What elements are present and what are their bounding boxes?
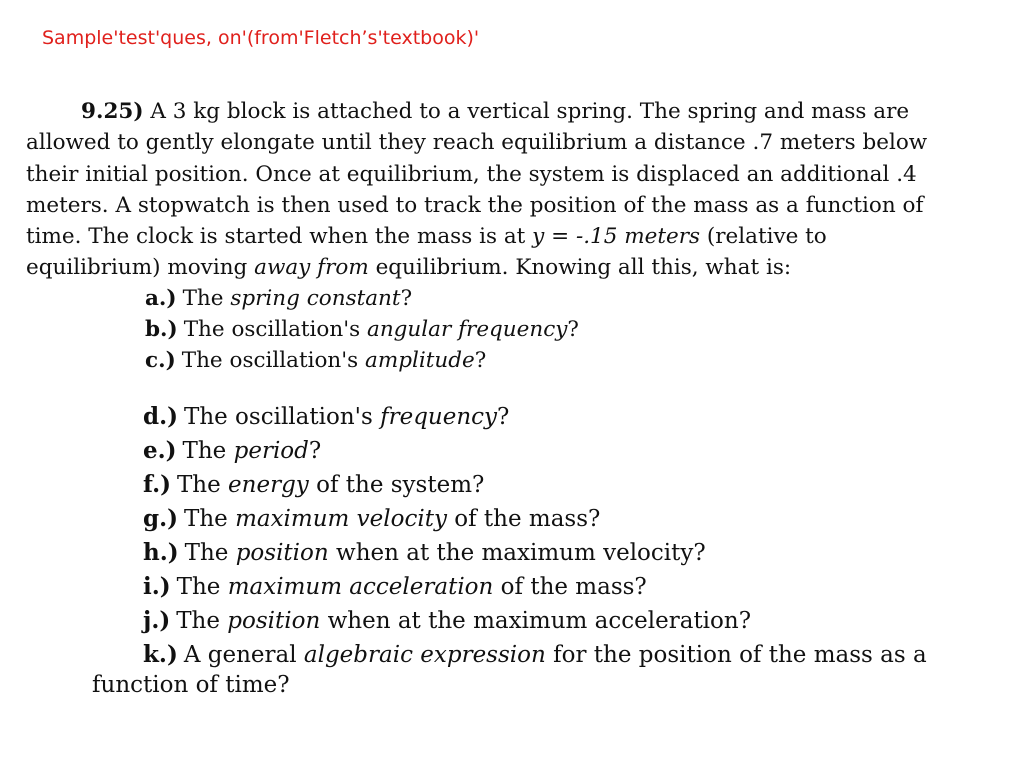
problem-emphasis: y = -.15 meters [532, 224, 701, 250]
subquestion-text: of the mass? [493, 574, 647, 600]
subquestion-text: of the mass? [446, 506, 601, 532]
subquestion-b [145, 314, 579, 345]
subquestion-label: g.) [143, 505, 178, 532]
subquestion-text: for the position of the mass as a [545, 642, 927, 668]
subquestion-emphasis: period [233, 438, 309, 464]
subquestion-text: The [184, 540, 236, 566]
subquestion-label: b.) [145, 317, 178, 342]
subquestion-label: k.) [143, 641, 178, 668]
subquestion-f [143, 468, 927, 502]
problem-line-1 [26, 96, 986, 127]
problem-statement [26, 96, 986, 284]
subquestion-text: The [176, 608, 228, 634]
subquestion-emphasis: position [235, 540, 329, 566]
subquestion-text: when at the maximum velocity? [328, 540, 706, 566]
subquestion-a [145, 283, 579, 314]
subquestion-text: of the system? [308, 472, 485, 498]
subquestion-label: f.) [143, 471, 171, 498]
subquestion-text: The [176, 472, 229, 498]
subquestion-group-a-c [145, 283, 579, 376]
subquestion-text: The [182, 286, 231, 311]
subquestion-label: a.) [145, 286, 177, 311]
subquestion-text: ? [497, 404, 510, 430]
subquestion-label: c.) [145, 348, 176, 373]
subquestion-g [143, 502, 927, 536]
subquestion-text: The oscillation's [183, 404, 381, 430]
subquestion-h [143, 536, 927, 570]
subquestion-emphasis: algebraic expression [303, 642, 546, 668]
subquestion-text: ? [567, 317, 579, 342]
subquestion-label: i.) [143, 573, 171, 600]
subquestion-emphasis: position [227, 608, 321, 634]
subquestion-group-d-k [143, 400, 927, 672]
subquestion-text: ? [400, 286, 413, 311]
subquestion-text: A general [183, 642, 304, 668]
subquestion-d [143, 400, 927, 434]
problem-text: equilibrium. Knowing all this, what is: [368, 255, 792, 281]
subquestion-emphasis: spring constant [230, 286, 401, 311]
subquestion-text: ? [474, 348, 487, 373]
subquestion-c [145, 345, 579, 376]
subquestion-e [143, 434, 927, 468]
problem-emphasis: away from [254, 255, 369, 281]
subquestion-text: The oscillation's [181, 348, 366, 373]
slide-title: Sample'test'ques, on'(from'Fletch’s'textbook)' [42, 27, 480, 49]
subquestion-i [143, 570, 927, 604]
subquestion-text: The [183, 506, 236, 532]
problem-line-5 [26, 221, 986, 252]
subquestion-text: The [176, 574, 228, 600]
subquestion-label: h.) [143, 539, 179, 566]
problem-line-4: meters. A stopwatch is then used to track the position of the mass as a function of [26, 192, 924, 218]
subquestion-text: The oscillation's [183, 317, 367, 342]
subquestion-label: e.) [143, 437, 177, 464]
subquestion-label: j.) [143, 607, 171, 634]
subquestion-emphasis: maximum velocity [235, 506, 447, 532]
problem-number: 9.25) [81, 99, 144, 124]
subquestion-text: when at the maximum acceleration? [320, 608, 752, 634]
subquestion-k [143, 638, 927, 672]
subquestion-text: ? [308, 438, 322, 464]
problem-line-3: their initial position. Once at equilibrium, the system is displaced an additional .4 [26, 161, 917, 187]
subquestion-emphasis: amplitude [365, 348, 475, 373]
subquestion-emphasis: maximum acceleration [227, 574, 494, 600]
subquestion-j [143, 604, 927, 638]
problem-text: equilibrium) moving [26, 255, 255, 281]
subquestion-k-continuation: function of time? [92, 672, 290, 698]
subquestion-emphasis: energy [228, 472, 309, 498]
problem-text: time. The clock is started when the mass is at [26, 224, 533, 250]
subquestion-emphasis: angular frequency [367, 317, 568, 342]
subquestion-label: d.) [143, 403, 178, 430]
problem-text: A 3 kg block is attached to a vertical spring. The spring and mass are [150, 99, 910, 124]
subquestion-emphasis: frequency [380, 404, 498, 430]
subquestion-text: The [182, 438, 234, 464]
problem-line-6 [26, 252, 986, 283]
problem-line-2: allowed to gently elongate until they reach equilibrium a distance .7 meters below [26, 130, 928, 156]
problem-text: (relative to [700, 224, 827, 250]
